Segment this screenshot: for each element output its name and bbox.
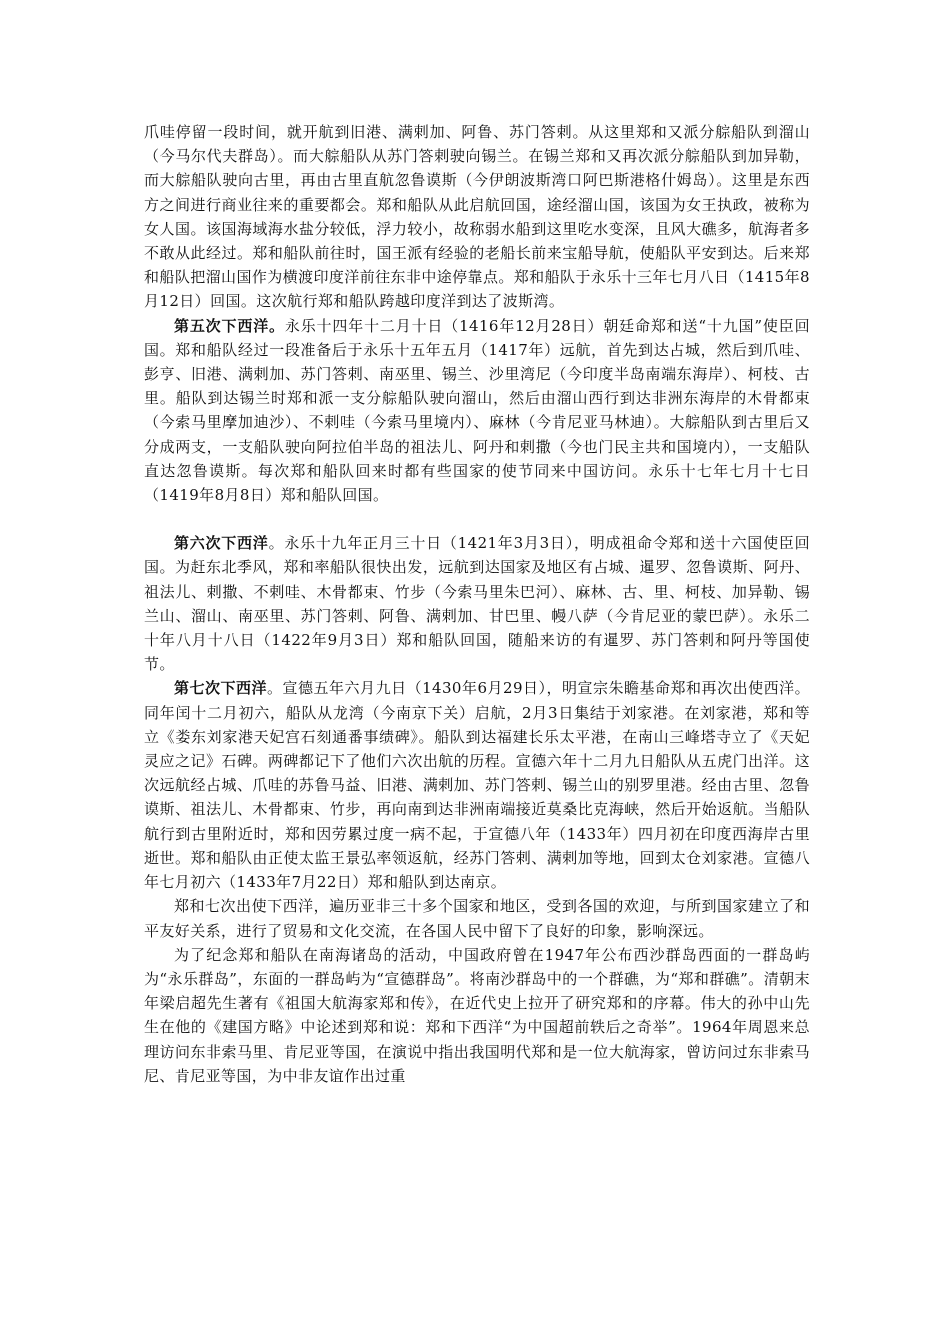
paragraph-text: 郑和七次出使下西洋，遍历亚非三十多个国家和地区，受到各国的欢迎，与所到国家建立了和平友好关系，进行了贸易和文化交流，在各国人民中留下了良好的印象，影响深远。 [144, 897, 810, 940]
paragraph-text: 。宣德五年六月九日（1430年6月29日），明宣宗朱瞻基命郑和再次出使西洋。同年闰十二月初六，船队从龙湾（今南京下关）启航，2月3日集结于刘家港。在刘家港，郑和等立《娄东刘家港天妃宫石刻通番事绩碑》。船队到达福建长乐太平港，在南山三峰塔寺立了《天妃灵应之记》石碑。两碑都记下了他们六次出航的历程。宣德六年十二月九日船队从五虎门出洋。这次远航经占城、爪哇的苏鲁马益、旧港、满剌加、苏门答剌、锡兰山的别罗里港。经由古里、忽鲁谟斯、祖法儿、木骨都束、竹步，再向南到达非洲南端接近莫桑比克海峡，然后开始返航。当船队航行到古里附近时，郑和因劳累过度一病不起，于宣德八年（1433年）四月初在印度西海岸古里逝世。郑和船队由正使太监王景弘率领返航，经苏门答剌、满剌加等地，回到太仓刘家港。宣德八年七月初六（1433年7月22日）郑和船队到达南京。 [144, 679, 810, 892]
paragraph-summary [144, 894, 810, 942]
paragraph-text: 。永乐十九年正月三十日（1421年3月3日），明成祖命令郑和送十六国使臣回国。为赶东北季风，郑和率船队很快出发，远航到达国家及地区有占城、暹罗、忽鲁谟斯、阿丹、祖法儿、剌撒、不剌哇、木骨都束、竹步（今索马里朱巴河）、麻林、古、里、柯枝、加异勒、锡兰山、溜山、南巫里、苏门答剌、阿鲁、满剌加、甘巴里、幔八萨（今肯尼亚的蒙巴萨）。永乐二十年八月十八日（1422年9月3日）郑和船队回国，随船来访的有暹罗、苏门答剌和阿丹等国使节。 [144, 534, 810, 674]
paragraph-voyage-four-end [144, 120, 810, 314]
document-page [144, 120, 810, 1088]
paragraph-seventh-voyage [144, 676, 810, 894]
paragraph-text: 爪哇停留一段时间，就开航到旧港、满剌加、阿鲁、苏门答剌。从这里郑和又派分䑸船队到溜山（今马尔代夫群岛）。而大䑸船队从苏门答剌驶向锡兰。在锡兰郑和又再次派分䑸船队到加异勒，而大䑸船队驶向古里，再由古里直航忽鲁谟斯（今伊朗波斯湾口阿巴斯港格什姆岛）。这里是东西方之间进行商业往来的重要都会。郑和船队从此启航回国，途经溜山国，该国为女王执政，被称为女人国。该国海域海水盐分较低，浮力较小，故称弱水船到这里吃水变深，且风大礁多，航海者多不敢从此经过。郑和船队前往时，国王派有经验的老船长前来宝船导航，使船队平安到达。后来郑和船队把溜山国作为横渡印度洋前往东非中途停靠点。郑和船队于永乐十三年七月八日（1415年8月12日）回国。这次航行郑和船队跨越印度洋到达了波斯湾。 [144, 123, 810, 311]
section-heading-sixth-voyage: 第六次下西洋 [174, 534, 269, 553]
section-heading-fifth-voyage: 第五次下西洋。 [174, 316, 285, 335]
paragraph-text: 为了纪念郑和船队在南海诸岛的活动，中国政府曾在1947年公布西沙群岛西面的一群岛屿为“永乐群岛”，东面的一群岛屿为“宣德群岛”。将南沙群岛中的一个群礁，为“郑和群礁”。清朝末年梁启超先生著有《祖国大航海家郑和传》，在近代史上拉开了研究郑和的序幕。伟大的孙中山先生在他的《建国方略》中论述到郑和说：郑和下西洋“为中国超前轶后之奇举”。1964年周恩来总理访问东非索马里、肯尼亚等国，在演说中指出我国明代郑和是一位大航海家，曾访问过东非索马尼、肯尼亚等国，为中非友谊作出过重 [144, 945, 810, 1085]
paragraph-fifth-voyage [144, 314, 810, 508]
paragraph-spacer [144, 507, 810, 531]
paragraph-commemoration [144, 943, 810, 1088]
section-heading-seventh-voyage: 第七次下西洋 [174, 679, 268, 698]
paragraph-sixth-voyage [144, 531, 810, 676]
paragraph-text: 永乐十四年十二月十日（1416年12月28日）朝廷命郑和送“十九国”使臣回国。郑和船队经过一段准备后于永乐十五年五月（1417年）远航，首先到达占城，然后到爪哇、彭亨、旧港、满剌加、苏门答剌、南巫里、锡兰、沙里湾尼（今印度半岛南端东海岸）、柯枝、古里。船队到达锡兰时郑和派一支分䑸船队驶向溜山，然后由溜山西行到达非洲东海岸的木骨都束（今索马里摩加迪沙）、不剌哇（今索马里境内）、麻林（今肯尼亚马林迪）。大䑸船队到古里后又分成两支，一支船队驶向阿拉伯半岛的祖法儿、阿丹和剌撒（今也门民主共和国境内），一支船队直达忽鲁谟斯。每次郑和船队回来时都有些国家的使节同来中国访问。永乐十七年七月十七日（1419年8月8日）郑和船队回国。 [144, 316, 810, 505]
